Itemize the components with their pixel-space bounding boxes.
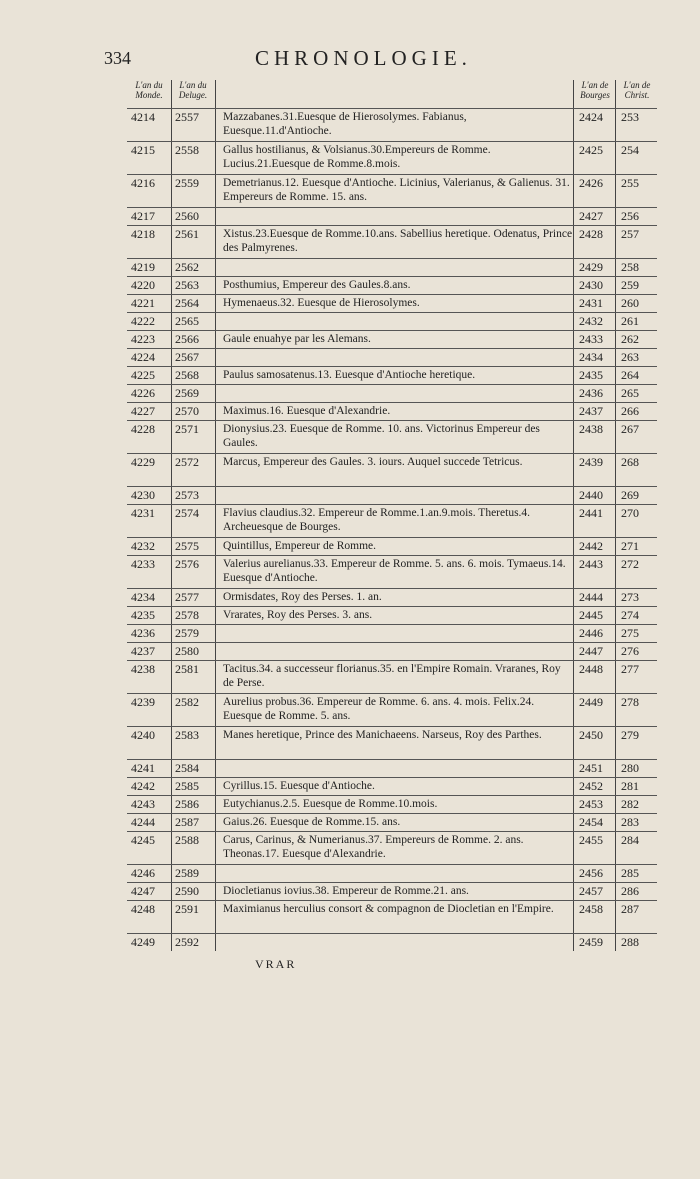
cell-bourges: 2441 — [579, 506, 603, 520]
cell-flood: 2571 — [175, 422, 199, 436]
cell-flood: 2584 — [175, 761, 199, 775]
cell-bourges: 2454 — [579, 815, 603, 829]
cell-world: 4243 — [131, 797, 155, 811]
cell-world: 4247 — [131, 884, 155, 898]
cell-christ: 284 — [621, 833, 639, 847]
cell-flood: 2585 — [175, 779, 199, 793]
cell-text: Aurelius probus.36. Empereur de Romme. 6. ans. 4. mois. Felix.24. Euesque de Romme. 5. ans. — [223, 696, 535, 722]
cell-bourges: 2447 — [579, 644, 603, 658]
table-row — [127, 504, 657, 538]
cell-christ: 272 — [621, 557, 639, 571]
cell-bourges: 2451 — [579, 761, 603, 775]
cell-text: Maximus.16. Euesque d'Alexandrie. — [223, 405, 391, 417]
cell-christ: 285 — [621, 866, 639, 880]
cell-bourges: 2438 — [579, 422, 603, 436]
cell-bourges: 2449 — [579, 695, 603, 709]
cell-christ: 258 — [621, 260, 639, 274]
table-row — [127, 294, 657, 313]
cell-flood: 2569 — [175, 386, 199, 400]
cell-world: 4246 — [131, 866, 155, 880]
cell-text: Posthumius, Empereur des Gaules.8.ans. — [223, 279, 411, 291]
table-row — [127, 555, 657, 589]
cell-text: Demetrianus.12. Euesque d'Antioche. Licinius, Valerianus, & Galienus. 31. Empereurs de Romme. 15. ans. — [223, 177, 570, 203]
cell-bourges: 2425 — [579, 143, 603, 157]
cell-flood: 2563 — [175, 278, 199, 292]
cell-text: Eutychianus.2.5. Euesque de Romme.10.mois. — [223, 798, 438, 810]
cell-flood: 2586 — [175, 797, 199, 811]
cell-world: 4224 — [131, 350, 155, 364]
table-row — [127, 366, 657, 385]
page-number: 334 — [104, 48, 131, 68]
cell-christ: 287 — [621, 902, 639, 916]
cell-world: 4234 — [131, 590, 155, 604]
table-row — [127, 174, 657, 208]
cell-bourges: 2448 — [579, 662, 603, 676]
cell-bourges: 2431 — [579, 296, 603, 310]
cell-flood: 2559 — [175, 176, 199, 190]
cell-christ: 274 — [621, 608, 639, 622]
cell-text: Valerius aurelianus.33. Empereur de Romme. 5. ans. 6. mois. Tymaeus.14. Euesque d'Antioche. — [223, 558, 566, 584]
cell-text: Ormisdates, Roy des Perses. 1. an. — [223, 591, 382, 603]
table-row — [127, 312, 657, 331]
cell-bourges: 2452 — [579, 779, 603, 793]
cell-flood: 2564 — [175, 296, 199, 310]
table-row — [127, 693, 657, 727]
cell-christ: 255 — [621, 176, 639, 190]
cell-world: 4222 — [131, 314, 155, 328]
cell-christ: 261 — [621, 314, 639, 328]
cell-bourges: 2442 — [579, 539, 603, 553]
table-row — [127, 537, 657, 556]
cell-bourges: 2426 — [579, 176, 603, 190]
cell-text: Hymenaeus.32. Euesque de Hierosolymes. — [223, 297, 420, 309]
table-row — [127, 606, 657, 625]
cell-world: 4237 — [131, 644, 155, 658]
cell-flood: 2587 — [175, 815, 199, 829]
cell-text: Carus, Carinus, & Numerianus.37. Empereurs de Romme. 2. ans. Theonas.17. Euesque d'Alexandrie. — [223, 834, 524, 860]
table-row — [127, 384, 657, 403]
table-row — [127, 900, 657, 934]
table-row — [127, 330, 657, 349]
cell-flood: 2568 — [175, 368, 199, 382]
cell-world: 4225 — [131, 368, 155, 382]
cell-christ: 257 — [621, 227, 639, 241]
cell-world: 4236 — [131, 626, 155, 640]
table-row — [127, 276, 657, 295]
header-world: L'an du Monde. — [135, 80, 163, 100]
cell-flood: 2562 — [175, 260, 199, 274]
cell-christ: 283 — [621, 815, 639, 829]
cell-world: 4249 — [131, 935, 155, 949]
cell-world: 4241 — [131, 761, 155, 775]
table-row — [127, 486, 657, 505]
cell-christ: 279 — [621, 728, 639, 742]
cell-flood: 2589 — [175, 866, 199, 880]
cell-christ: 268 — [621, 455, 639, 469]
cell-text: Paulus samosatenus.13. Euesque d'Antioche heretique. — [223, 369, 476, 381]
cell-bourges: 2437 — [579, 404, 603, 418]
cell-christ: 280 — [621, 761, 639, 775]
cell-world: 4219 — [131, 260, 155, 274]
table-row — [127, 207, 657, 226]
cell-flood: 2560 — [175, 209, 199, 223]
cell-bourges: 2440 — [579, 488, 603, 502]
cell-bourges: 2453 — [579, 797, 603, 811]
cell-bourges: 2435 — [579, 368, 603, 382]
table-row — [127, 882, 657, 901]
cell-text: Cyrillus.15. Euesque d'Antioche. — [223, 780, 375, 792]
cell-flood: 2576 — [175, 557, 199, 571]
cell-world: 4218 — [131, 227, 155, 241]
cell-world: 4238 — [131, 662, 155, 676]
table-row — [127, 141, 657, 175]
cell-flood: 2581 — [175, 662, 199, 676]
cell-flood: 2591 — [175, 902, 199, 916]
table-row — [127, 225, 657, 259]
cell-bourges: 2432 — [579, 314, 603, 328]
cell-flood: 2572 — [175, 455, 199, 469]
table-row — [127, 660, 657, 694]
cell-flood: 2570 — [175, 404, 199, 418]
header-flood: L'an du Deluge. — [178, 80, 208, 100]
cell-world: 4245 — [131, 833, 155, 847]
cell-christ: 288 — [621, 935, 639, 949]
table-row — [127, 726, 657, 760]
cell-text: Maximianus herculius consort & compagnon de Diocletian en l'Empire. — [223, 903, 554, 915]
cell-bourges: 2430 — [579, 278, 603, 292]
table-row — [127, 588, 657, 607]
cell-christ: 260 — [621, 296, 639, 310]
table-row — [127, 420, 657, 454]
cell-flood: 2592 — [175, 935, 199, 949]
cell-text: Quintillus, Empereur de Romme. — [223, 540, 376, 552]
cell-world: 4240 — [131, 728, 155, 742]
cell-bourges: 2443 — [579, 557, 603, 571]
cell-flood: 2574 — [175, 506, 199, 520]
cell-world: 4229 — [131, 455, 155, 469]
cell-flood: 2590 — [175, 884, 199, 898]
table-row — [127, 795, 657, 814]
table-row — [127, 864, 657, 883]
cell-flood: 2561 — [175, 227, 199, 241]
cell-flood: 2558 — [175, 143, 199, 157]
cell-christ: 256 — [621, 209, 639, 223]
cell-bourges: 2424 — [579, 110, 603, 124]
cell-bourges: 2434 — [579, 350, 603, 364]
cell-world: 4221 — [131, 296, 155, 310]
cell-world: 4228 — [131, 422, 155, 436]
cell-flood: 2582 — [175, 695, 199, 709]
table-row — [127, 108, 657, 142]
cell-world: 4214 — [131, 110, 155, 124]
cell-bourges: 2433 — [579, 332, 603, 346]
cell-bourges: 2445 — [579, 608, 603, 622]
cell-bourges: 2458 — [579, 902, 603, 916]
cell-world: 4233 — [131, 557, 155, 571]
cell-flood: 2567 — [175, 350, 199, 364]
cell-world: 4217 — [131, 209, 155, 223]
cell-world: 4235 — [131, 608, 155, 622]
header-bourges: L'an de Bourges — [580, 80, 610, 100]
cell-christ: 263 — [621, 350, 639, 364]
cell-bourges: 2459 — [579, 935, 603, 949]
table-row — [127, 831, 657, 865]
cell-world: 4226 — [131, 386, 155, 400]
cell-christ: 273 — [621, 590, 639, 604]
table-row — [127, 402, 657, 421]
cell-flood: 2575 — [175, 539, 199, 553]
cell-world: 4232 — [131, 539, 155, 553]
cell-flood: 2573 — [175, 488, 199, 502]
catchword: VRAR — [255, 957, 297, 971]
cell-world: 4231 — [131, 506, 155, 520]
cell-christ: 262 — [621, 332, 639, 346]
cell-christ: 265 — [621, 386, 639, 400]
cell-text: Manes heretique, Prince des Manichaeens. Narseus, Roy des Parthes. — [223, 729, 542, 741]
cell-world: 4227 — [131, 404, 155, 418]
cell-christ: 286 — [621, 884, 639, 898]
cell-bourges: 2446 — [579, 626, 603, 640]
table-row — [127, 348, 657, 367]
cell-world: 4239 — [131, 695, 155, 709]
table-row — [127, 933, 657, 952]
cell-text: Xistus.23.Euesque de Romme.10.ans. Sabellius heretique. Odenatus, Prince des Palmyrenes. — [223, 228, 573, 254]
cell-world: 4230 — [131, 488, 155, 502]
cell-text: Diocletianus iovius.38. Empereur de Romme.21. ans. — [223, 885, 469, 897]
table-row — [127, 642, 657, 661]
cell-flood: 2565 — [175, 314, 199, 328]
table-row — [127, 453, 657, 487]
cell-world: 4248 — [131, 902, 155, 916]
cell-bourges: 2450 — [579, 728, 603, 742]
cell-text: Gaule enuahye par les Alemans. — [223, 333, 371, 345]
cell-christ: 269 — [621, 488, 639, 502]
cell-text: Vrarates, Roy des Perses. 3. ans. — [223, 609, 373, 621]
cell-flood: 2580 — [175, 644, 199, 658]
cell-christ: 278 — [621, 695, 639, 709]
cell-christ: 259 — [621, 278, 639, 292]
cell-christ: 277 — [621, 662, 639, 676]
cell-christ: 282 — [621, 797, 639, 811]
cell-bourges: 2436 — [579, 386, 603, 400]
cell-bourges: 2428 — [579, 227, 603, 241]
cell-flood: 2579 — [175, 626, 199, 640]
cell-christ: 281 — [621, 779, 639, 793]
running-title: CHRONOLOGIE. — [255, 46, 472, 70]
cell-world: 4223 — [131, 332, 155, 346]
cell-flood: 2557 — [175, 110, 199, 124]
table-row — [127, 624, 657, 643]
cell-christ: 275 — [621, 626, 639, 640]
cell-flood: 2566 — [175, 332, 199, 346]
cell-text: Marcus, Empereur des Gaules. 3. iours. Auquel succede Tetricus. — [223, 456, 523, 468]
table-row — [127, 777, 657, 796]
cell-bourges: 2429 — [579, 260, 603, 274]
cell-flood: 2577 — [175, 590, 199, 604]
cell-world: 4220 — [131, 278, 155, 292]
cell-world: 4215 — [131, 143, 155, 157]
cell-christ: 266 — [621, 404, 639, 418]
cell-flood: 2578 — [175, 608, 199, 622]
cell-bourges: 2456 — [579, 866, 603, 880]
cell-christ: 267 — [621, 422, 639, 436]
cell-bourges: 2427 — [579, 209, 603, 223]
cell-christ: 270 — [621, 506, 639, 520]
cell-christ: 253 — [621, 110, 639, 124]
cell-bourges: 2457 — [579, 884, 603, 898]
cell-christ: 254 — [621, 143, 639, 157]
cell-text: Dionysius.23. Euesque de Romme. 10. ans. Victorinus Empereur des Gaules. — [223, 423, 540, 449]
cell-christ: 271 — [621, 539, 639, 553]
cell-text: Mazzabanes.31.Euesque de Hierosolymes. Fabianus, Euesque.11.d'Antioche. — [223, 111, 467, 137]
cell-text: Flavius claudius.32. Empereur de Romme.1.an.9.mois. Theretus.4. Archeuesque de Bourges. — [223, 507, 531, 533]
cell-text: Gallus hostilianus, & Volsianus.30.Empereurs de Romme. Lucius.21.Euesque de Romme.8.mois. — [223, 144, 491, 170]
cell-christ: 264 — [621, 368, 639, 382]
table-row — [127, 813, 657, 832]
table-row — [127, 258, 657, 277]
cell-text: Tacitus.34. a successeur florianus.35. en l'Empire Romain. Vraranes, Roy de Perse. — [223, 663, 561, 689]
cell-text: Gaius.26. Euesque de Romme.15. ans. — [223, 816, 401, 828]
cell-world: 4244 — [131, 815, 155, 829]
cell-flood: 2588 — [175, 833, 199, 847]
header-christ: L'an de Christ. — [623, 80, 651, 100]
cell-bourges: 2444 — [579, 590, 603, 604]
cell-world: 4242 — [131, 779, 155, 793]
table-row — [127, 759, 657, 778]
cell-flood: 2583 — [175, 728, 199, 742]
cell-bourges: 2455 — [579, 833, 603, 847]
cell-world: 4216 — [131, 176, 155, 190]
cell-bourges: 2439 — [579, 455, 603, 469]
cell-christ: 276 — [621, 644, 639, 658]
